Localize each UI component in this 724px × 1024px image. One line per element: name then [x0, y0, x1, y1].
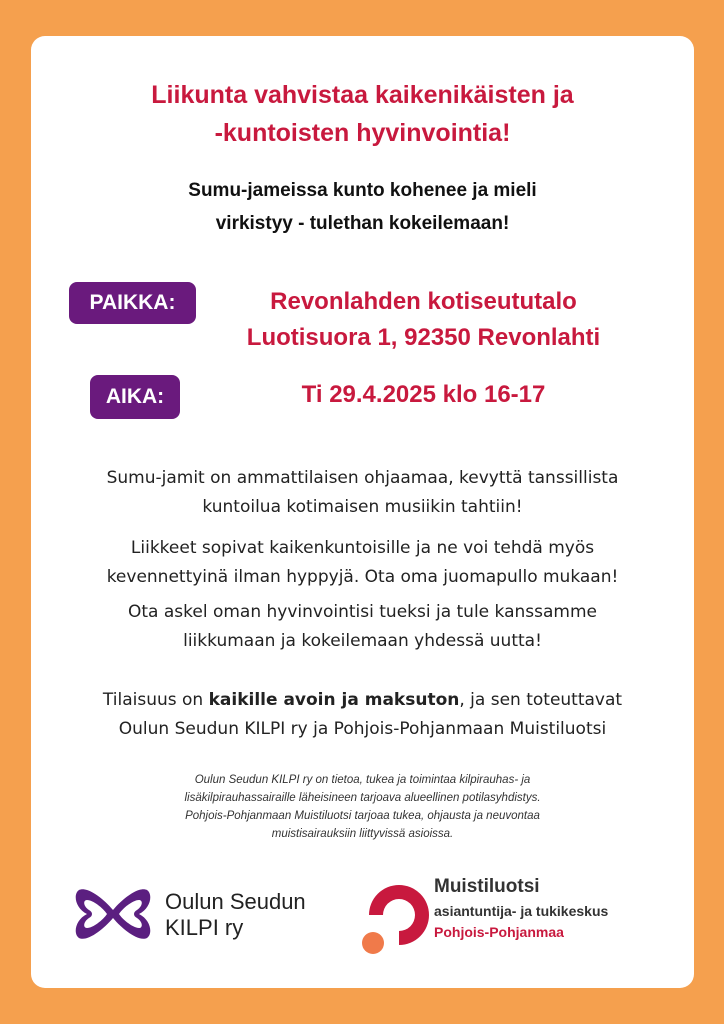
- poster-title: Liikunta vahvistaa kaikenikäisten ja -kuntoisten hyvinvointia!: [151, 81, 574, 147]
- time-label-badge: AIKA:: [90, 375, 180, 419]
- place-label-badge: PAIKKA:: [69, 282, 196, 324]
- paragraph-organizers: Tilaisuus on kaikille avoin ja maksuton, ja sen toteuttavat Oulun Seudun KILPI ry ja Pohjois-Pohjanmaan Muistiluotsi: [102, 690, 623, 739]
- paragraph-invitation: Ota askel oman hyvinvointisi tueksi ja tule kanssamme liikkumaan ja kokeilemaan yhdessä uutta!: [128, 602, 597, 651]
- time-details: Ti 29.4.2025 klo 16-17: [301, 381, 546, 408]
- muistiluotsi-region: Pohjois-Pohjanmaa: [434, 924, 564, 940]
- muistiluotsi-subtitle: asiantuntija- ja tukikeskus: [434, 903, 609, 919]
- muistiluotsi-logo-icon: [357, 879, 439, 961]
- paragraph-suitability: Liikkeet sopivat kaikenkuntoisille ja ne voi tehdä myös kevennettyinä ilman hyppyjä. Ota oma juomapullo mukaan!: [106, 538, 619, 587]
- place-details: Revonlahden kotiseututalo Luotisuora 1, 92350 Revonlahti: [246, 288, 601, 351]
- kilpi-logo-text: Oulun Seudun KILPI ry: [165, 889, 306, 940]
- poster-card: [31, 36, 694, 988]
- paragraph-description: Sumu-jamit on ammattilaisen ohjaamaa, kevyttä tanssillista kuntoilua kotimaisen musiikin tahtiin!: [106, 468, 619, 517]
- footnote: Oulun Seudun KILPI ry on tietoa, tukea ja toimintaa kilpirauhas- ja lisäkilpirauhassairaille läheisineen tarjoava alueellinen potilasyhdistys. Pohjois-Pohjanmaan Muistiluotsi tarjoaa tukea, ohjausta ja neuvontaa muistisairauksiin liittyvissä asioissa.: [184, 774, 541, 840]
- poster-subtitle: Sumu-jameissa kunto kohenee ja mieli virkistyy - tulethan kokeilemaan!: [188, 180, 537, 234]
- kilpi-butterfly-logo-icon: [71, 884, 155, 944]
- muistiluotsi-name: Muistiluotsi: [434, 876, 540, 897]
